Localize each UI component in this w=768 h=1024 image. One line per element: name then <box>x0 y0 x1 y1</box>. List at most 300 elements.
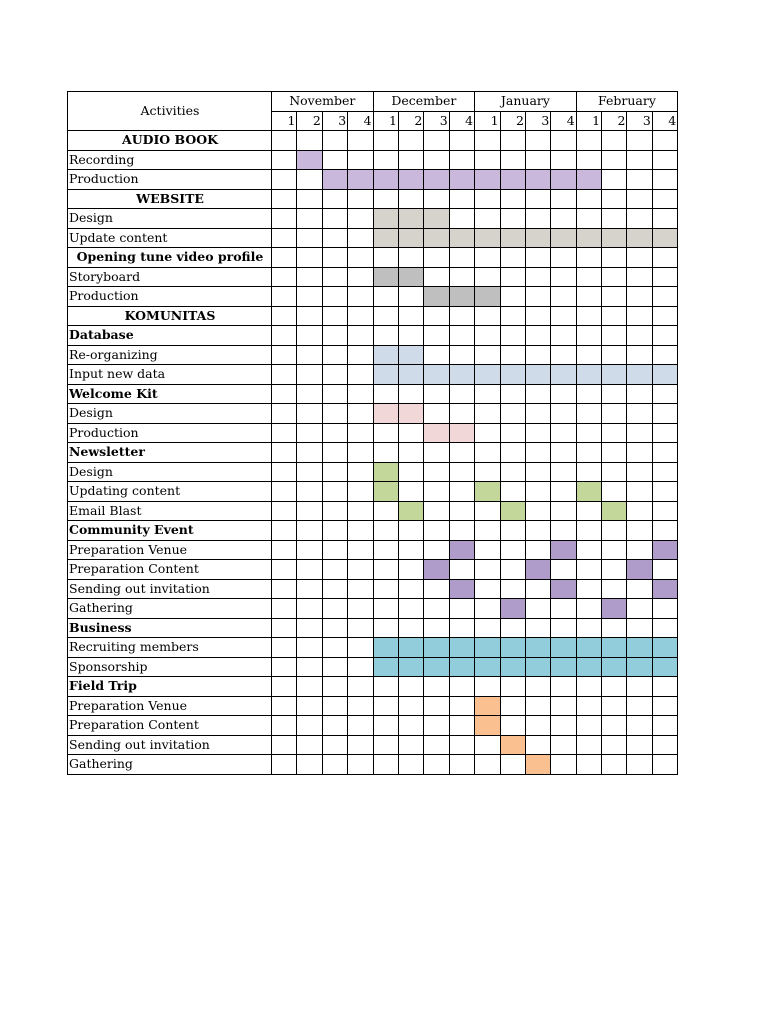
scheduled-week-cell[interactable] <box>500 599 525 619</box>
month-header-november[interactable]: November <box>272 92 374 112</box>
week-cell[interactable] <box>652 677 677 697</box>
week-cell[interactable] <box>322 677 347 697</box>
scheduled-week-cell[interactable] <box>373 657 398 677</box>
week-cell[interactable] <box>449 131 474 151</box>
week-cell[interactable] <box>551 306 576 326</box>
week-cell[interactable] <box>297 735 322 755</box>
activity-label[interactable]: Production <box>68 423 272 443</box>
scheduled-week-cell[interactable] <box>576 638 601 658</box>
week-cell[interactable] <box>525 423 550 443</box>
week-cell[interactable] <box>398 326 423 346</box>
week-cell[interactable] <box>373 131 398 151</box>
week-cell[interactable] <box>551 131 576 151</box>
scheduled-week-cell[interactable] <box>449 638 474 658</box>
week-cell[interactable] <box>398 716 423 736</box>
week-cell[interactable] <box>297 540 322 560</box>
week-cell[interactable] <box>373 599 398 619</box>
month-header-december[interactable]: December <box>373 92 475 112</box>
week-cell[interactable] <box>627 404 652 424</box>
week-cell[interactable] <box>475 384 500 404</box>
week-cell[interactable] <box>627 618 652 638</box>
week-cell[interactable] <box>525 189 550 209</box>
scheduled-week-cell[interactable] <box>398 228 423 248</box>
scheduled-week-cell[interactable] <box>602 365 627 385</box>
scheduled-week-cell[interactable] <box>576 482 601 502</box>
week-cell[interactable] <box>424 131 449 151</box>
week-cell[interactable] <box>525 306 550 326</box>
week-cell[interactable] <box>322 618 347 638</box>
week-cell[interactable] <box>602 189 627 209</box>
week-cell[interactable] <box>322 755 347 775</box>
scheduled-week-cell[interactable] <box>627 657 652 677</box>
week-cell[interactable] <box>500 560 525 580</box>
week-cell[interactable] <box>551 443 576 463</box>
week-cell[interactable] <box>322 462 347 482</box>
week-cell[interactable] <box>272 482 297 502</box>
week-header-cell[interactable]: 4 <box>449 111 474 131</box>
scheduled-week-cell[interactable] <box>525 638 550 658</box>
week-cell[interactable] <box>475 267 500 287</box>
week-cell[interactable] <box>627 287 652 307</box>
week-cell[interactable] <box>424 443 449 463</box>
week-cell[interactable] <box>272 618 297 638</box>
scheduled-week-cell[interactable] <box>398 267 423 287</box>
week-cell[interactable] <box>475 345 500 365</box>
week-cell[interactable] <box>272 384 297 404</box>
week-cell[interactable] <box>652 404 677 424</box>
week-cell[interactable] <box>348 618 373 638</box>
week-cell[interactable] <box>348 540 373 560</box>
week-cell[interactable] <box>602 170 627 190</box>
week-cell[interactable] <box>652 170 677 190</box>
week-cell[interactable] <box>348 423 373 443</box>
week-cell[interactable] <box>322 716 347 736</box>
week-cell[interactable] <box>272 287 297 307</box>
week-cell[interactable] <box>449 462 474 482</box>
week-cell[interactable] <box>652 501 677 521</box>
week-cell[interactable] <box>272 170 297 190</box>
week-cell[interactable] <box>500 755 525 775</box>
week-header-cell[interactable]: 2 <box>500 111 525 131</box>
week-cell[interactable] <box>272 521 297 541</box>
scheduled-week-cell[interactable] <box>475 696 500 716</box>
week-cell[interactable] <box>424 326 449 346</box>
week-cell[interactable] <box>652 755 677 775</box>
week-cell[interactable] <box>373 560 398 580</box>
week-cell[interactable] <box>652 462 677 482</box>
week-cell[interactable] <box>297 521 322 541</box>
week-cell[interactable] <box>551 267 576 287</box>
week-cell[interactable] <box>373 423 398 443</box>
week-cell[interactable] <box>500 267 525 287</box>
scheduled-week-cell[interactable] <box>449 540 474 560</box>
week-cell[interactable] <box>652 560 677 580</box>
week-cell[interactable] <box>322 365 347 385</box>
scheduled-week-cell[interactable] <box>627 638 652 658</box>
week-cell[interactable] <box>652 345 677 365</box>
scheduled-week-cell[interactable] <box>424 209 449 229</box>
week-cell[interactable] <box>576 462 601 482</box>
week-cell[interactable] <box>627 267 652 287</box>
scheduled-week-cell[interactable] <box>373 482 398 502</box>
week-cell[interactable] <box>449 560 474 580</box>
week-cell[interactable] <box>627 677 652 697</box>
scheduled-week-cell[interactable] <box>449 579 474 599</box>
week-cell[interactable] <box>475 209 500 229</box>
scheduled-week-cell[interactable] <box>373 209 398 229</box>
week-cell[interactable] <box>272 345 297 365</box>
week-cell[interactable] <box>627 326 652 346</box>
week-cell[interactable] <box>475 150 500 170</box>
week-header-cell[interactable]: 4 <box>348 111 373 131</box>
week-cell[interactable] <box>348 306 373 326</box>
scheduled-week-cell[interactable] <box>398 657 423 677</box>
week-cell[interactable] <box>424 345 449 365</box>
week-cell[interactable] <box>272 326 297 346</box>
week-cell[interactable] <box>551 618 576 638</box>
scheduled-week-cell[interactable] <box>475 638 500 658</box>
week-cell[interactable] <box>449 248 474 268</box>
week-cell[interactable] <box>424 716 449 736</box>
week-cell[interactable] <box>272 755 297 775</box>
week-cell[interactable] <box>500 482 525 502</box>
week-cell[interactable] <box>322 560 347 580</box>
week-cell[interactable] <box>551 189 576 209</box>
week-cell[interactable] <box>551 248 576 268</box>
week-cell[interactable] <box>322 735 347 755</box>
scheduled-week-cell[interactable] <box>525 228 550 248</box>
week-cell[interactable] <box>373 150 398 170</box>
scheduled-week-cell[interactable] <box>449 657 474 677</box>
activity-label[interactable]: Sending out invitation <box>68 735 272 755</box>
week-cell[interactable] <box>551 326 576 346</box>
week-cell[interactable] <box>576 540 601 560</box>
week-cell[interactable] <box>627 521 652 541</box>
week-cell[interactable] <box>551 560 576 580</box>
week-cell[interactable] <box>602 326 627 346</box>
activity-label[interactable]: Storyboard <box>68 267 272 287</box>
week-cell[interactable] <box>424 150 449 170</box>
week-cell[interactable] <box>348 462 373 482</box>
week-cell[interactable] <box>576 287 601 307</box>
scheduled-week-cell[interactable] <box>602 657 627 677</box>
week-cell[interactable] <box>424 618 449 638</box>
week-cell[interactable] <box>449 404 474 424</box>
week-cell[interactable] <box>602 345 627 365</box>
week-cell[interactable] <box>475 462 500 482</box>
week-cell[interactable] <box>475 599 500 619</box>
week-cell[interactable] <box>272 677 297 697</box>
scheduled-week-cell[interactable] <box>652 638 677 658</box>
week-cell[interactable] <box>348 209 373 229</box>
week-cell[interactable] <box>297 482 322 502</box>
week-cell[interactable] <box>272 267 297 287</box>
week-cell[interactable] <box>627 579 652 599</box>
week-cell[interactable] <box>322 209 347 229</box>
week-cell[interactable] <box>652 443 677 463</box>
section-heading[interactable]: AUDIO BOOK <box>68 131 272 151</box>
week-cell[interactable] <box>322 306 347 326</box>
week-cell[interactable] <box>525 735 550 755</box>
week-cell[interactable] <box>602 287 627 307</box>
scheduled-week-cell[interactable] <box>398 404 423 424</box>
week-cell[interactable] <box>424 267 449 287</box>
week-cell[interactable] <box>627 540 652 560</box>
scheduled-week-cell[interactable] <box>551 228 576 248</box>
week-cell[interactable] <box>348 443 373 463</box>
scheduled-week-cell[interactable] <box>627 365 652 385</box>
week-header-cell[interactable]: 1 <box>576 111 601 131</box>
week-cell[interactable] <box>449 482 474 502</box>
week-cell[interactable] <box>652 306 677 326</box>
week-cell[interactable] <box>348 287 373 307</box>
scheduled-week-cell[interactable] <box>373 228 398 248</box>
week-cell[interactable] <box>449 755 474 775</box>
week-cell[interactable] <box>348 599 373 619</box>
week-cell[interactable] <box>576 599 601 619</box>
week-cell[interactable] <box>297 696 322 716</box>
week-cell[interactable] <box>297 384 322 404</box>
scheduled-week-cell[interactable] <box>373 267 398 287</box>
week-cell[interactable] <box>373 716 398 736</box>
week-cell[interactable] <box>297 599 322 619</box>
week-cell[interactable] <box>348 365 373 385</box>
week-cell[interactable] <box>424 384 449 404</box>
week-cell[interactable] <box>576 696 601 716</box>
week-cell[interactable] <box>297 443 322 463</box>
week-cell[interactable] <box>398 735 423 755</box>
week-cell[interactable] <box>322 267 347 287</box>
week-cell[interactable] <box>551 696 576 716</box>
week-header-cell[interactable]: 1 <box>272 111 297 131</box>
scheduled-week-cell[interactable] <box>449 287 474 307</box>
week-cell[interactable] <box>297 657 322 677</box>
week-cell[interactable] <box>297 189 322 209</box>
week-cell[interactable] <box>576 404 601 424</box>
week-cell[interactable] <box>652 287 677 307</box>
week-cell[interactable] <box>576 579 601 599</box>
scheduled-week-cell[interactable] <box>576 170 601 190</box>
week-cell[interactable] <box>348 150 373 170</box>
week-cell[interactable] <box>652 384 677 404</box>
week-cell[interactable] <box>449 618 474 638</box>
week-header-cell[interactable]: 2 <box>602 111 627 131</box>
week-cell[interactable] <box>627 735 652 755</box>
week-cell[interactable] <box>576 618 601 638</box>
week-cell[interactable] <box>322 696 347 716</box>
week-cell[interactable] <box>449 326 474 346</box>
week-cell[interactable] <box>348 657 373 677</box>
week-cell[interactable] <box>424 189 449 209</box>
week-cell[interactable] <box>297 345 322 365</box>
week-cell[interactable] <box>652 267 677 287</box>
week-cell[interactable] <box>551 599 576 619</box>
week-cell[interactable] <box>297 638 322 658</box>
week-cell[interactable] <box>272 209 297 229</box>
week-cell[interactable] <box>297 170 322 190</box>
month-header-february[interactable]: February <box>576 92 678 112</box>
week-cell[interactable] <box>424 248 449 268</box>
week-cell[interactable] <box>551 521 576 541</box>
scheduled-week-cell[interactable] <box>551 579 576 599</box>
scheduled-week-cell[interactable] <box>424 365 449 385</box>
week-cell[interactable] <box>652 618 677 638</box>
activity-label[interactable]: Preparation Content <box>68 716 272 736</box>
scheduled-week-cell[interactable] <box>475 287 500 307</box>
week-cell[interactable] <box>449 306 474 326</box>
week-cell[interactable] <box>348 755 373 775</box>
week-cell[interactable] <box>348 404 373 424</box>
week-cell[interactable] <box>398 521 423 541</box>
week-cell[interactable] <box>525 579 550 599</box>
week-cell[interactable] <box>627 423 652 443</box>
week-cell[interactable] <box>525 540 550 560</box>
scheduled-week-cell[interactable] <box>500 501 525 521</box>
week-cell[interactable] <box>272 735 297 755</box>
group-heading[interactable]: Business <box>68 618 272 638</box>
week-cell[interactable] <box>525 384 550 404</box>
activities-header[interactable]: Activities <box>68 92 272 131</box>
week-cell[interactable] <box>602 443 627 463</box>
week-cell[interactable] <box>424 521 449 541</box>
scheduled-week-cell[interactable] <box>627 560 652 580</box>
week-cell[interactable] <box>272 365 297 385</box>
scheduled-week-cell[interactable] <box>348 170 373 190</box>
week-cell[interactable] <box>525 248 550 268</box>
scheduled-week-cell[interactable] <box>373 638 398 658</box>
week-cell[interactable] <box>348 384 373 404</box>
section-heading[interactable]: KOMUNITAS <box>68 306 272 326</box>
week-cell[interactable] <box>398 306 423 326</box>
week-cell[interactable] <box>500 716 525 736</box>
activity-label[interactable]: Gathering <box>68 599 272 619</box>
week-cell[interactable] <box>500 579 525 599</box>
week-header-cell[interactable]: 3 <box>424 111 449 131</box>
scheduled-week-cell[interactable] <box>449 228 474 248</box>
group-heading[interactable]: Database <box>68 326 272 346</box>
week-cell[interactable] <box>272 462 297 482</box>
week-cell[interactable] <box>500 131 525 151</box>
week-cell[interactable] <box>449 677 474 697</box>
week-header-cell[interactable]: 4 <box>652 111 677 131</box>
scheduled-week-cell[interactable] <box>551 365 576 385</box>
week-cell[interactable] <box>272 150 297 170</box>
week-cell[interactable] <box>652 248 677 268</box>
week-cell[interactable] <box>272 696 297 716</box>
week-cell[interactable] <box>627 384 652 404</box>
activity-label[interactable]: Production <box>68 170 272 190</box>
week-cell[interactable] <box>449 501 474 521</box>
week-cell[interactable] <box>449 716 474 736</box>
week-cell[interactable] <box>322 326 347 346</box>
activity-label[interactable]: Email Blast <box>68 501 272 521</box>
week-cell[interactable] <box>602 696 627 716</box>
week-cell[interactable] <box>652 150 677 170</box>
week-cell[interactable] <box>576 521 601 541</box>
week-cell[interactable] <box>652 189 677 209</box>
week-cell[interactable] <box>551 404 576 424</box>
week-cell[interactable] <box>297 579 322 599</box>
scheduled-week-cell[interactable] <box>551 657 576 677</box>
scheduled-week-cell[interactable] <box>424 657 449 677</box>
week-cell[interactable] <box>475 755 500 775</box>
scheduled-week-cell[interactable] <box>475 716 500 736</box>
scheduled-week-cell[interactable] <box>652 365 677 385</box>
week-cell[interactable] <box>322 423 347 443</box>
week-cell[interactable] <box>322 189 347 209</box>
week-cell[interactable] <box>652 735 677 755</box>
week-cell[interactable] <box>398 462 423 482</box>
week-cell[interactable] <box>272 306 297 326</box>
week-cell[interactable] <box>297 326 322 346</box>
scheduled-week-cell[interactable] <box>475 170 500 190</box>
section-heading[interactable]: WEBSITE <box>68 189 272 209</box>
scheduled-week-cell[interactable] <box>576 365 601 385</box>
week-cell[interactable] <box>500 287 525 307</box>
week-cell[interactable] <box>551 677 576 697</box>
week-cell[interactable] <box>652 209 677 229</box>
week-cell[interactable] <box>475 560 500 580</box>
week-cell[interactable] <box>500 443 525 463</box>
week-cell[interactable] <box>602 423 627 443</box>
week-cell[interactable] <box>348 677 373 697</box>
week-cell[interactable] <box>297 131 322 151</box>
week-cell[interactable] <box>322 638 347 658</box>
week-cell[interactable] <box>322 131 347 151</box>
week-cell[interactable] <box>500 209 525 229</box>
week-header-cell[interactable]: 2 <box>297 111 322 131</box>
scheduled-week-cell[interactable] <box>424 423 449 443</box>
week-cell[interactable] <box>373 735 398 755</box>
activity-label[interactable]: Preparation Content <box>68 560 272 580</box>
week-cell[interactable] <box>652 716 677 736</box>
week-cell[interactable] <box>398 384 423 404</box>
week-cell[interactable] <box>373 306 398 326</box>
scheduled-week-cell[interactable] <box>449 170 474 190</box>
week-cell[interactable] <box>322 540 347 560</box>
week-cell[interactable] <box>348 131 373 151</box>
week-cell[interactable] <box>500 462 525 482</box>
scheduled-week-cell[interactable] <box>500 365 525 385</box>
scheduled-week-cell[interactable] <box>551 540 576 560</box>
week-cell[interactable] <box>373 755 398 775</box>
week-cell[interactable] <box>373 677 398 697</box>
week-cell[interactable] <box>525 287 550 307</box>
week-cell[interactable] <box>398 540 423 560</box>
week-cell[interactable] <box>348 521 373 541</box>
week-cell[interactable] <box>424 462 449 482</box>
week-cell[interactable] <box>449 443 474 463</box>
week-cell[interactable] <box>348 696 373 716</box>
week-cell[interactable] <box>500 306 525 326</box>
week-cell[interactable] <box>602 384 627 404</box>
week-cell[interactable] <box>627 189 652 209</box>
week-cell[interactable] <box>322 579 347 599</box>
activity-label[interactable]: Preparation Venue <box>68 696 272 716</box>
week-cell[interactable] <box>500 696 525 716</box>
week-cell[interactable] <box>602 267 627 287</box>
scheduled-week-cell[interactable] <box>525 755 550 775</box>
month-header-january[interactable]: January <box>475 92 577 112</box>
week-cell[interactable] <box>297 677 322 697</box>
week-cell[interactable] <box>348 482 373 502</box>
week-cell[interactable] <box>602 248 627 268</box>
week-cell[interactable] <box>576 560 601 580</box>
scheduled-week-cell[interactable] <box>627 228 652 248</box>
week-cell[interactable] <box>297 716 322 736</box>
week-cell[interactable] <box>475 189 500 209</box>
week-cell[interactable] <box>627 462 652 482</box>
